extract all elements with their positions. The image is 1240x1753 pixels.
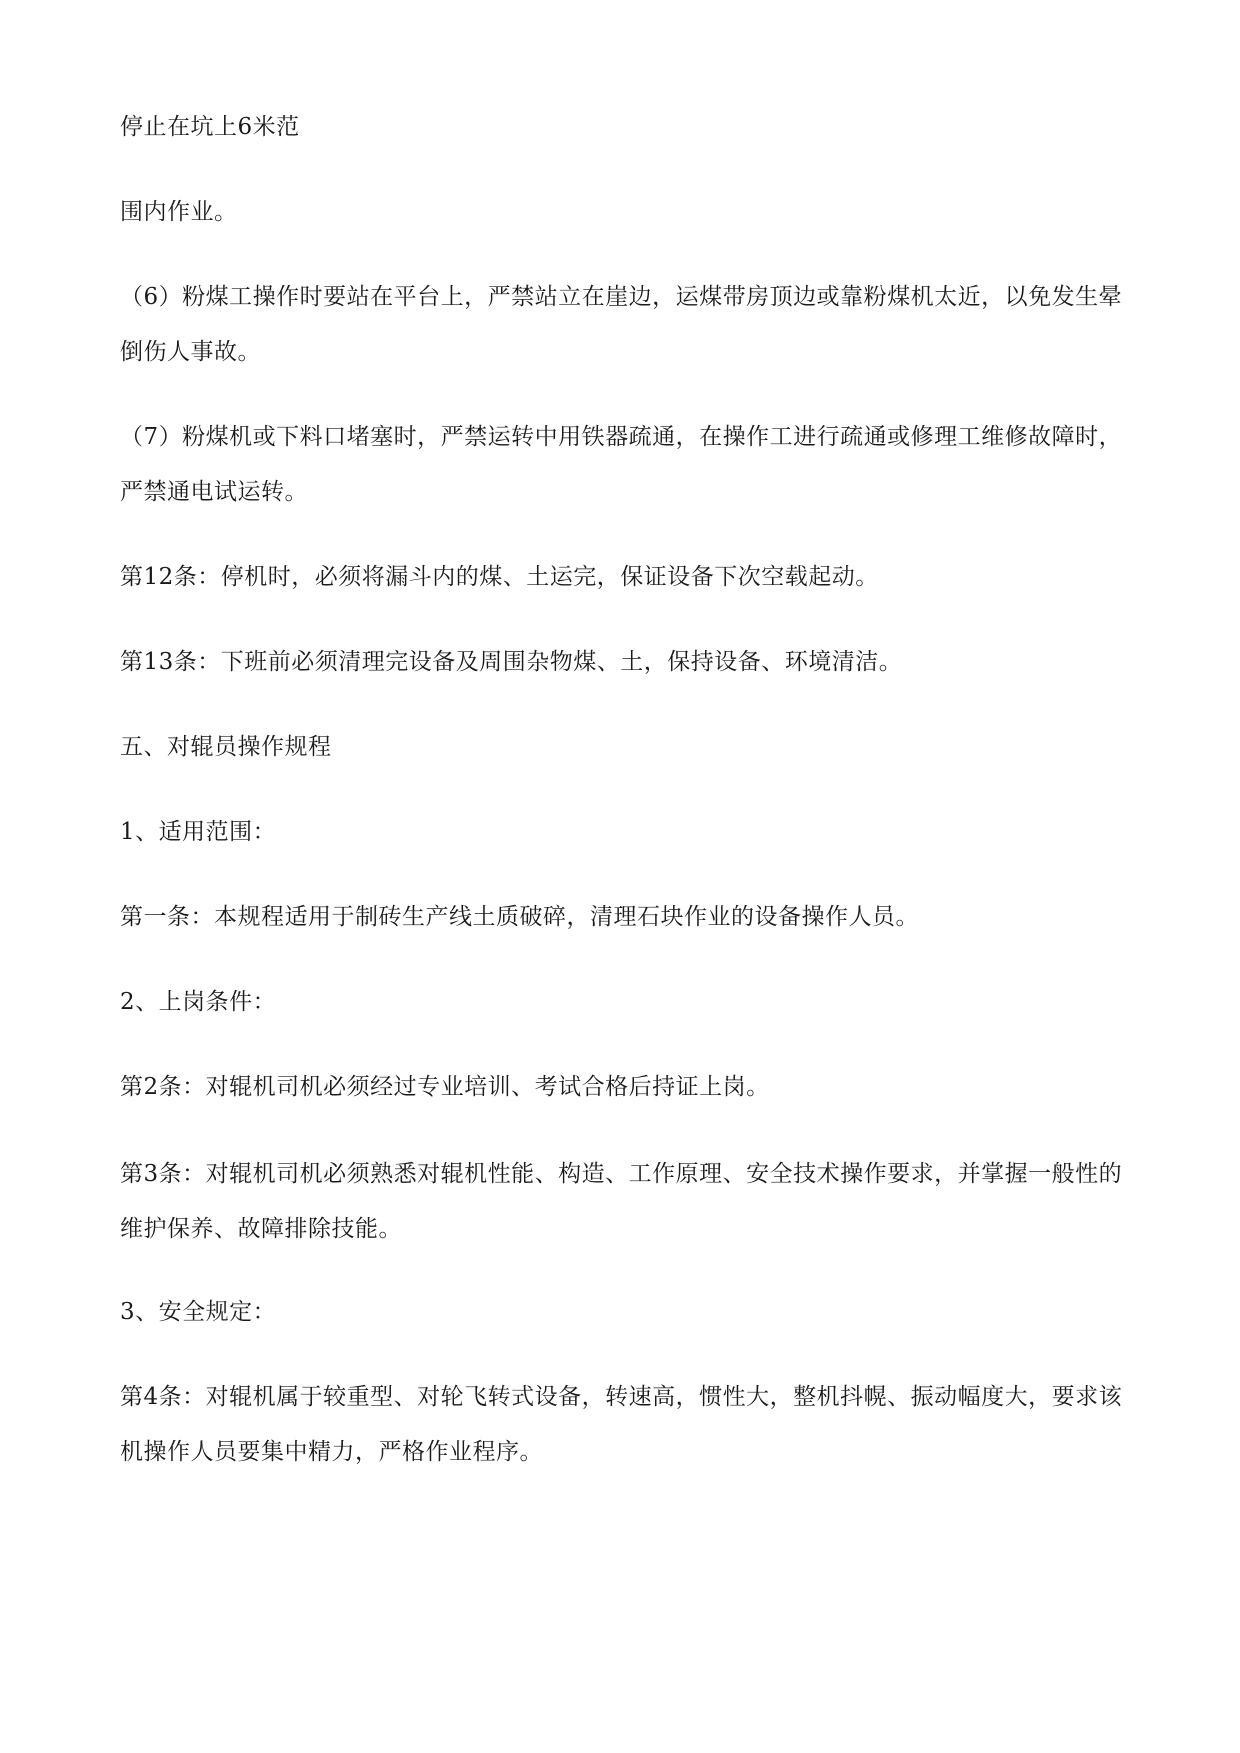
paragraph-2: 围内作业。 — [120, 199, 238, 225]
subheading-safety: 3、安全规定： — [120, 1299, 277, 1325]
paragraph-1: 停止在坑上6米范 — [120, 114, 300, 140]
paragraph-8: 第2条：对辊机司机必须经过专业培训、考试合格后持证上岗。 — [120, 1074, 770, 1100]
paragraph-3: （6）粉煤工操作时要站在平台上，严禁站立在崖边，运煤带房顶边或靠粉煤机太近，以免发生晕倒伤人事故。 — [120, 284, 1123, 365]
paragraph-5: 第12条：停机时，必须将漏斗内的煤、土运完，保证设备下次空载起动。 — [120, 564, 879, 590]
subheading-scope: 1、适用范围： — [120, 819, 277, 845]
section-heading-5: 五、对辊员操作规程 — [120, 734, 332, 760]
paragraph-10: 第4条：对辊机属于较重型、对轮飞转式设备，转速高，惯性大，整机抖幌、振动幅度大，要求该机操作人员要集中精力，严格作业程序。 — [120, 1384, 1123, 1465]
subheading-conditions: 2、上岗条件： — [120, 989, 277, 1015]
paragraph-4: （7）粉煤机或下料口堵塞时，严禁运转中用铁器疏通，在操作工进行疏通或修理工维修故障时，严禁通电试运转。 — [120, 424, 1123, 505]
paragraph-7: 第一条：本规程适用于制砖生产线土质破碎，清理石块作业的设备操作人员。 — [120, 904, 919, 930]
paragraph-9: 第3条：对辊机司机必须熟悉对辊机性能、构造、工作原理、安全技术操作要求，并掌握一般性的维护保养、故障排除技能。 — [120, 1161, 1123, 1242]
paragraph-6: 第13条：下班前必须清理完设备及周围杂物煤、土，保持设备、环境清洁。 — [120, 649, 903, 675]
